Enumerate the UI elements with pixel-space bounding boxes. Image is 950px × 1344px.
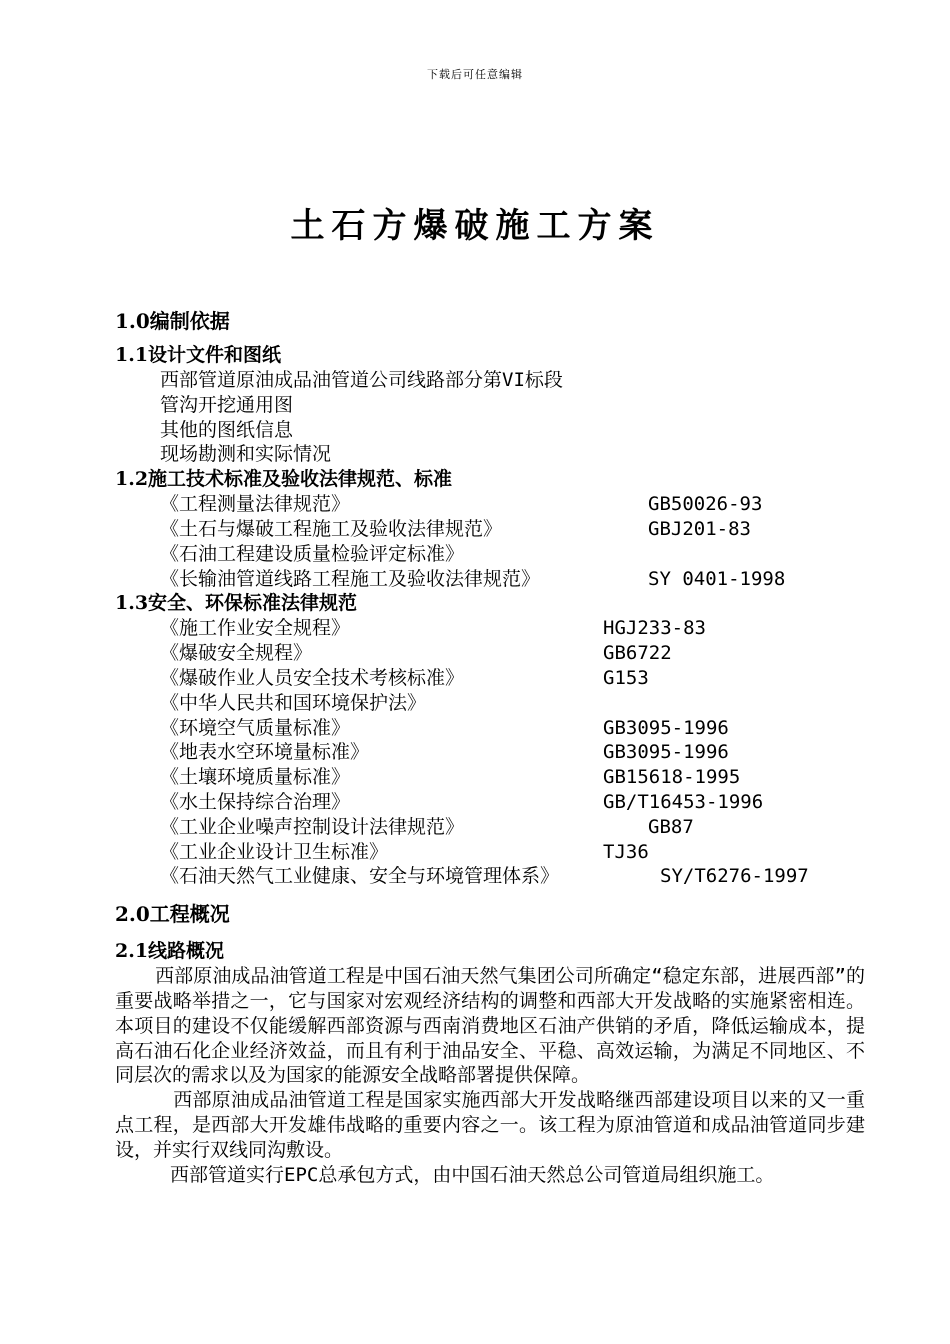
document-body: [115, 305, 865, 1187]
subsection-heading-1-3: 1.3安全、环保标准法律规范: [115, 592, 358, 615]
standard-name: 《工业企业设计卫生标准》: [160, 840, 389, 863]
standard-name: 《石油工程建设质量检验评定标准》: [160, 542, 465, 565]
paragraph: [115, 1163, 865, 1188]
standard-row: [115, 815, 865, 840]
standard-row: [115, 517, 865, 542]
section-heading-2-0: 2.0工程概况: [115, 902, 230, 927]
standard-code: G153: [603, 666, 649, 689]
standard-code: GB6722: [603, 642, 672, 665]
standard-name: 《水土保持综合治理》: [160, 790, 351, 813]
document-title: 土石方爆破施工方案: [290, 206, 660, 246]
paragraph: [115, 964, 865, 1088]
standard-code: GB50026-93: [648, 493, 763, 516]
standard-code: SY 0401-1998: [648, 567, 786, 590]
standard-row: [115, 567, 865, 592]
standard-row: [115, 691, 865, 716]
standard-code: GB3095-1996: [603, 716, 729, 739]
list-item: 管沟开挖通用图: [160, 393, 294, 416]
standard-code: GB15618-1995: [603, 766, 741, 789]
list-item: 现场勘测和实际情况: [160, 443, 332, 466]
standard-row: [115, 616, 865, 641]
standard-name: 《长输油管道线路工程施工及验收法律规范》: [160, 567, 541, 590]
list-item: 西部管道原油成品油管道公司线路部分第VI标段: [160, 369, 563, 391]
standard-code: GBJ201-83: [648, 517, 751, 540]
standard-name: 《工程测量法律规范》: [160, 493, 351, 516]
subsection-heading-1-1: 1.1设计文件和图纸: [115, 344, 282, 366]
standard-row: [115, 840, 865, 865]
list-item: 其他的图纸信息: [160, 418, 294, 441]
paragraph-text: 西部管道实行EPC总承包方式，由中国石油天然总公司管道局组织施工。: [170, 1163, 775, 1186]
standard-name: 《中华人民共和国环境保护法》: [160, 691, 427, 714]
standard-name: 《石油天然气工业健康、安全与环境管理体系》: [160, 865, 560, 888]
standard-row: [115, 492, 865, 517]
paragraph-text: 西部原油成品油管道工程是中国石油天然气集团公司所确定“稳定东部，进展西部”的重要战略举措之一，它与国家对宏观经济结构的调整和西部大开发战略的实施紧密相连。本项目的建设不仅能缓解西部资源与西南消费地区石油产供销的矛盾，降低运输成本，提高石油石化企业经济效益，而且有利于油品安全、平稳、高效运输，为满足不同地区、不同层次的需求以及为国家的能源安全战略部署提供保障。: [115, 965, 865, 1087]
standard-row: [115, 765, 865, 790]
standard-name: 《工业企业噪声控制设计法律规范》: [160, 815, 465, 838]
standard-code: GB3095-1996: [603, 741, 729, 764]
standard-name: 《地表水空环境量标准》: [160, 741, 370, 764]
standard-name: 《爆破安全规程》: [160, 642, 313, 665]
standard-row: [115, 864, 865, 889]
paragraph-text: 西部原油成品油管道工程是国家实施西部大开发战略继西部建设项目以来的又一重点工程，是西部大开发雄伟战略的重要内容之一。该工程为原油管道和成品油管道同步建设，并实行双线同沟敷设。: [115, 1089, 865, 1161]
standard-code: SY/T6276-1997: [660, 865, 809, 888]
standard-row: [115, 542, 865, 567]
subsection-heading-2-1: 2.1线路概况: [115, 940, 225, 963]
standard-code: HGJ233-83: [603, 617, 706, 640]
standard-code: GB/T16453-1996: [603, 790, 764, 813]
standard-row: [115, 790, 865, 815]
header-note: 下载后可任意编辑: [427, 68, 523, 81]
standard-row: [115, 666, 865, 691]
paragraph: [115, 1088, 865, 1162]
section-heading-1-0: 1.0编制依据: [115, 309, 230, 333]
standard-code: TJ36: [603, 840, 649, 863]
subsection-heading-1-2: 1.2施工技术标准及验收法律规范、标准: [115, 468, 453, 491]
standard-code: GB87: [648, 815, 694, 838]
standard-row: [115, 716, 865, 741]
standard-row: [115, 641, 865, 666]
standard-row: [115, 740, 865, 765]
standard-name: 《土石与爆破工程施工及验收法律规范》: [160, 517, 503, 540]
standard-name: 《环境空气质量标准》: [160, 716, 351, 739]
standard-name: 《土壤环境质量标准》: [160, 766, 351, 789]
standard-name: 《施工作业安全规程》: [160, 617, 351, 640]
standard-name: 《爆破作业人员安全技术考核标准》: [160, 666, 465, 689]
